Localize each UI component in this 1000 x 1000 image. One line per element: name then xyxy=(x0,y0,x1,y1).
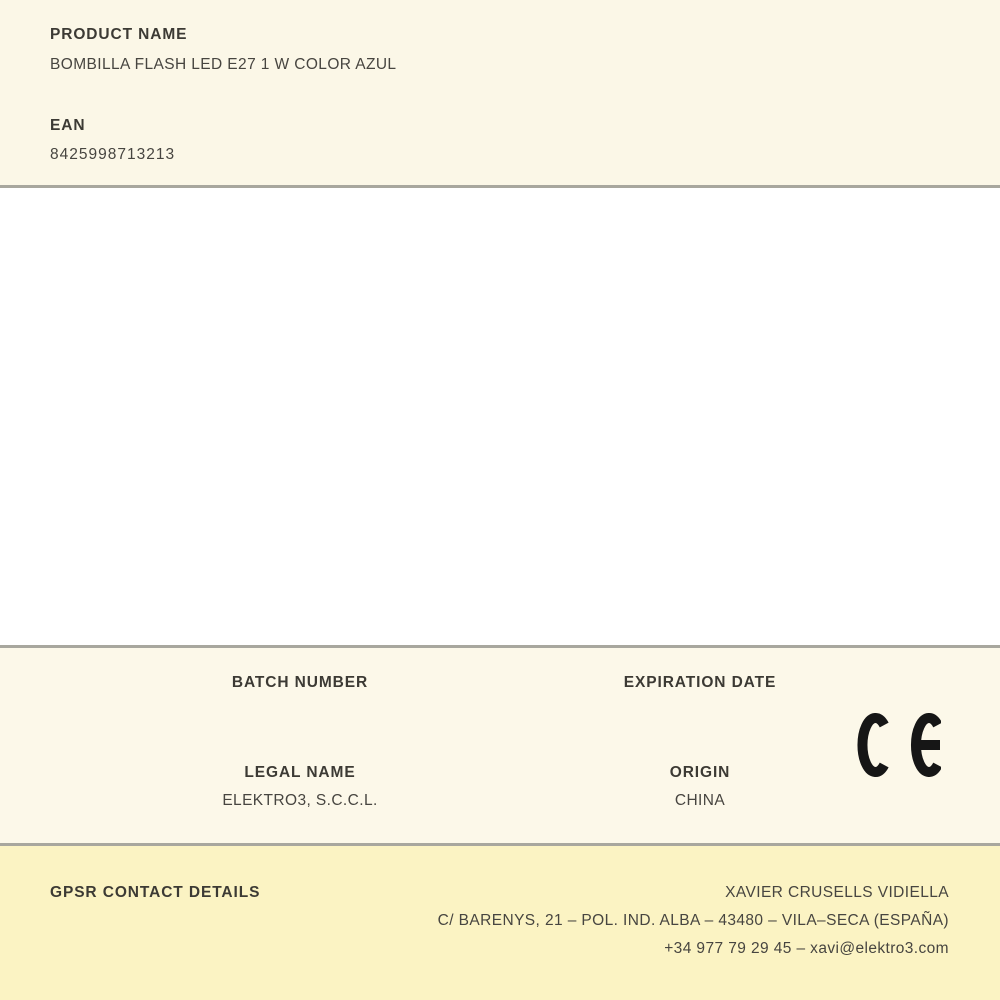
legal-name-field xyxy=(100,765,500,809)
legal-name-label: LEGAL NAME xyxy=(244,764,356,781)
ce-mark-icon xyxy=(857,713,941,777)
origin-label: ORIGIN xyxy=(669,764,731,781)
batch-number-label: BATCH NUMBER xyxy=(231,674,369,691)
contact-address: C/ BARENYS, 21 – POL. IND. ALBA – 43480 – VILA–SECA (ESPAÑA) xyxy=(437,912,949,929)
ean-value: 8425998713213 xyxy=(50,146,176,163)
gpsr-contact-block xyxy=(438,885,949,969)
gpsr-contact-section xyxy=(0,846,1000,1000)
expiration-date-label: EXPIRATION DATE xyxy=(623,674,777,691)
origin-value: CHINA xyxy=(674,792,726,809)
expiration-date-field xyxy=(500,675,900,691)
ean-label: EAN xyxy=(50,117,86,134)
gpsr-contact-label: GPSR CONTACT DETAILS xyxy=(50,884,261,901)
product-name-value: BOMBILLA FLASH LED E27 1 W COLOR AZUL xyxy=(50,56,397,73)
legal-name-value: ELEKTRO3, S.C.C.L. xyxy=(222,792,378,809)
product-name-label: PRODUCT NAME xyxy=(50,26,188,43)
compliance-info-section xyxy=(0,648,1000,843)
contact-phone-email: +34 977 79 29 45 – xavi@elektro3.com xyxy=(664,940,949,957)
product-header-section xyxy=(0,0,1000,185)
blank-middle-area xyxy=(0,188,1000,645)
batch-number-field xyxy=(100,675,500,691)
origin-field xyxy=(500,765,900,809)
contact-person-name: XAVIER CRUSELLS VIDIELLA xyxy=(725,884,949,901)
